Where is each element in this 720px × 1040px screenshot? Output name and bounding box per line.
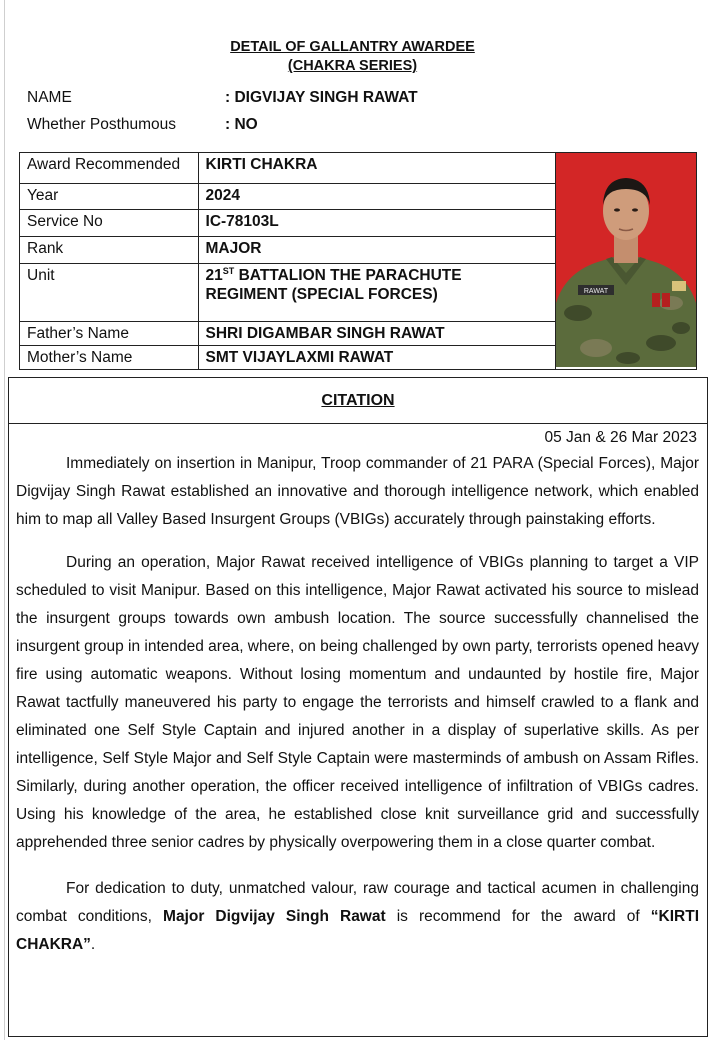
rank-label: Rank: [20, 237, 199, 264]
father-name-label: Father’s Name: [20, 322, 199, 346]
unit-label: Unit: [20, 264, 199, 322]
para3-middle: is recommend for the award of: [385, 908, 651, 925]
posthumous-label: Whether Posthumous: [27, 116, 177, 133]
rank-value: MAJOR: [198, 237, 555, 264]
details-table: [19, 152, 697, 370]
photo-cell: [555, 153, 696, 370]
citation-heading-text: CITATION: [321, 392, 395, 409]
unit-value: [198, 264, 555, 322]
year-label: Year: [20, 184, 199, 210]
citation-heading: [9, 378, 707, 424]
photo-name-tag: RAWAT: [583, 288, 608, 295]
para3-end: .: [90, 936, 96, 953]
citation-date: 05 Jan & 26 Mar 2023: [544, 429, 697, 446]
mother-name-label: Mother’s Name: [20, 346, 199, 370]
father-name-value: SHRI DIGAMBAR SINGH RAWAT: [198, 322, 555, 346]
page-edge-rule: [4, 0, 5, 1040]
name-label: NAME: [27, 89, 72, 106]
mother-name-value: SMT VIJAYLAXMI RAWAT: [198, 346, 555, 370]
unit-name: BATTALION THE PARACHUTE REGIMENT (SPECIAL FORCES): [205, 267, 462, 303]
document-title: DETAIL OF GALLANTRY AWARDEE: [230, 39, 475, 55]
unit-number: 21: [205, 267, 223, 284]
para3-award-name: “KIRTI CHAKRA”: [16, 908, 699, 953]
unit-ordinal: ST: [222, 265, 235, 276]
para3-intro: For dedication to duty, unmatched valour, raw courage and tactical acumen in challenging combat conditions,: [16, 880, 699, 925]
document-subtitle: (CHAKRA SERIES): [287, 58, 418, 74]
award-label: Award Recommended: [20, 153, 199, 184]
citation-paragraph-1: Immediately on insertion in Manipur, Troop commander of 21 PARA (Special Forces), Major Digvijay Singh Rawat established an innovative and thorough intelligence network, which enabled him to map all Valley Based Insurgent Groups (VBIGs) accurately through painstaking efforts.: [16, 455, 699, 528]
para3-awardee-name: Major Digvijay Singh Rawat: [163, 908, 386, 925]
service-no-label: Service No: [20, 210, 199, 237]
awardee-photo: [556, 153, 696, 367]
name-value: : DIGVIJAY SINGH RAWAT: [225, 89, 418, 106]
award-value: KIRTI CHAKRA: [198, 153, 555, 184]
year-value: 2024: [198, 184, 555, 210]
citation-box: [8, 377, 708, 1037]
service-no-value: IC-78103L: [198, 210, 555, 237]
citation-paragraph-3: [9, 875, 707, 959]
posthumous-value: : NO: [225, 116, 258, 133]
citation-paragraph-2: During an operation, Major Rawat received intelligence of VBIGs planning to target a VIP scheduled to visit Manipur. Based on this intelligence, Major Rawat activated his source to mislead the insurgent groups towards own ambush location. The source successfully channelised the insurgent group in intended area, where, on being challenged by own party, terrorists opened heavy fire using automatic weapons. Without losing momentum and undaunted by hostile fire, Major Rawat tactfully maneuvered his party to engage the terrorists and himself crawled to a flank and eliminated one Self Style Captain and injured another in a display of superlative skills. As per intelligence, Self Style Major and Self Style Captain were masterminds of ambush on Assam Rifles. Similarly, during another operation, the officer received intelligence of infiltration of VBIGs cadres. Using his knowledge of the area, he established close knit surveillance grid and successfully apprehended three senior cadres by physically overpowering them in a close quarter combat.: [16, 554, 700, 851]
table-row: [20, 153, 697, 184]
